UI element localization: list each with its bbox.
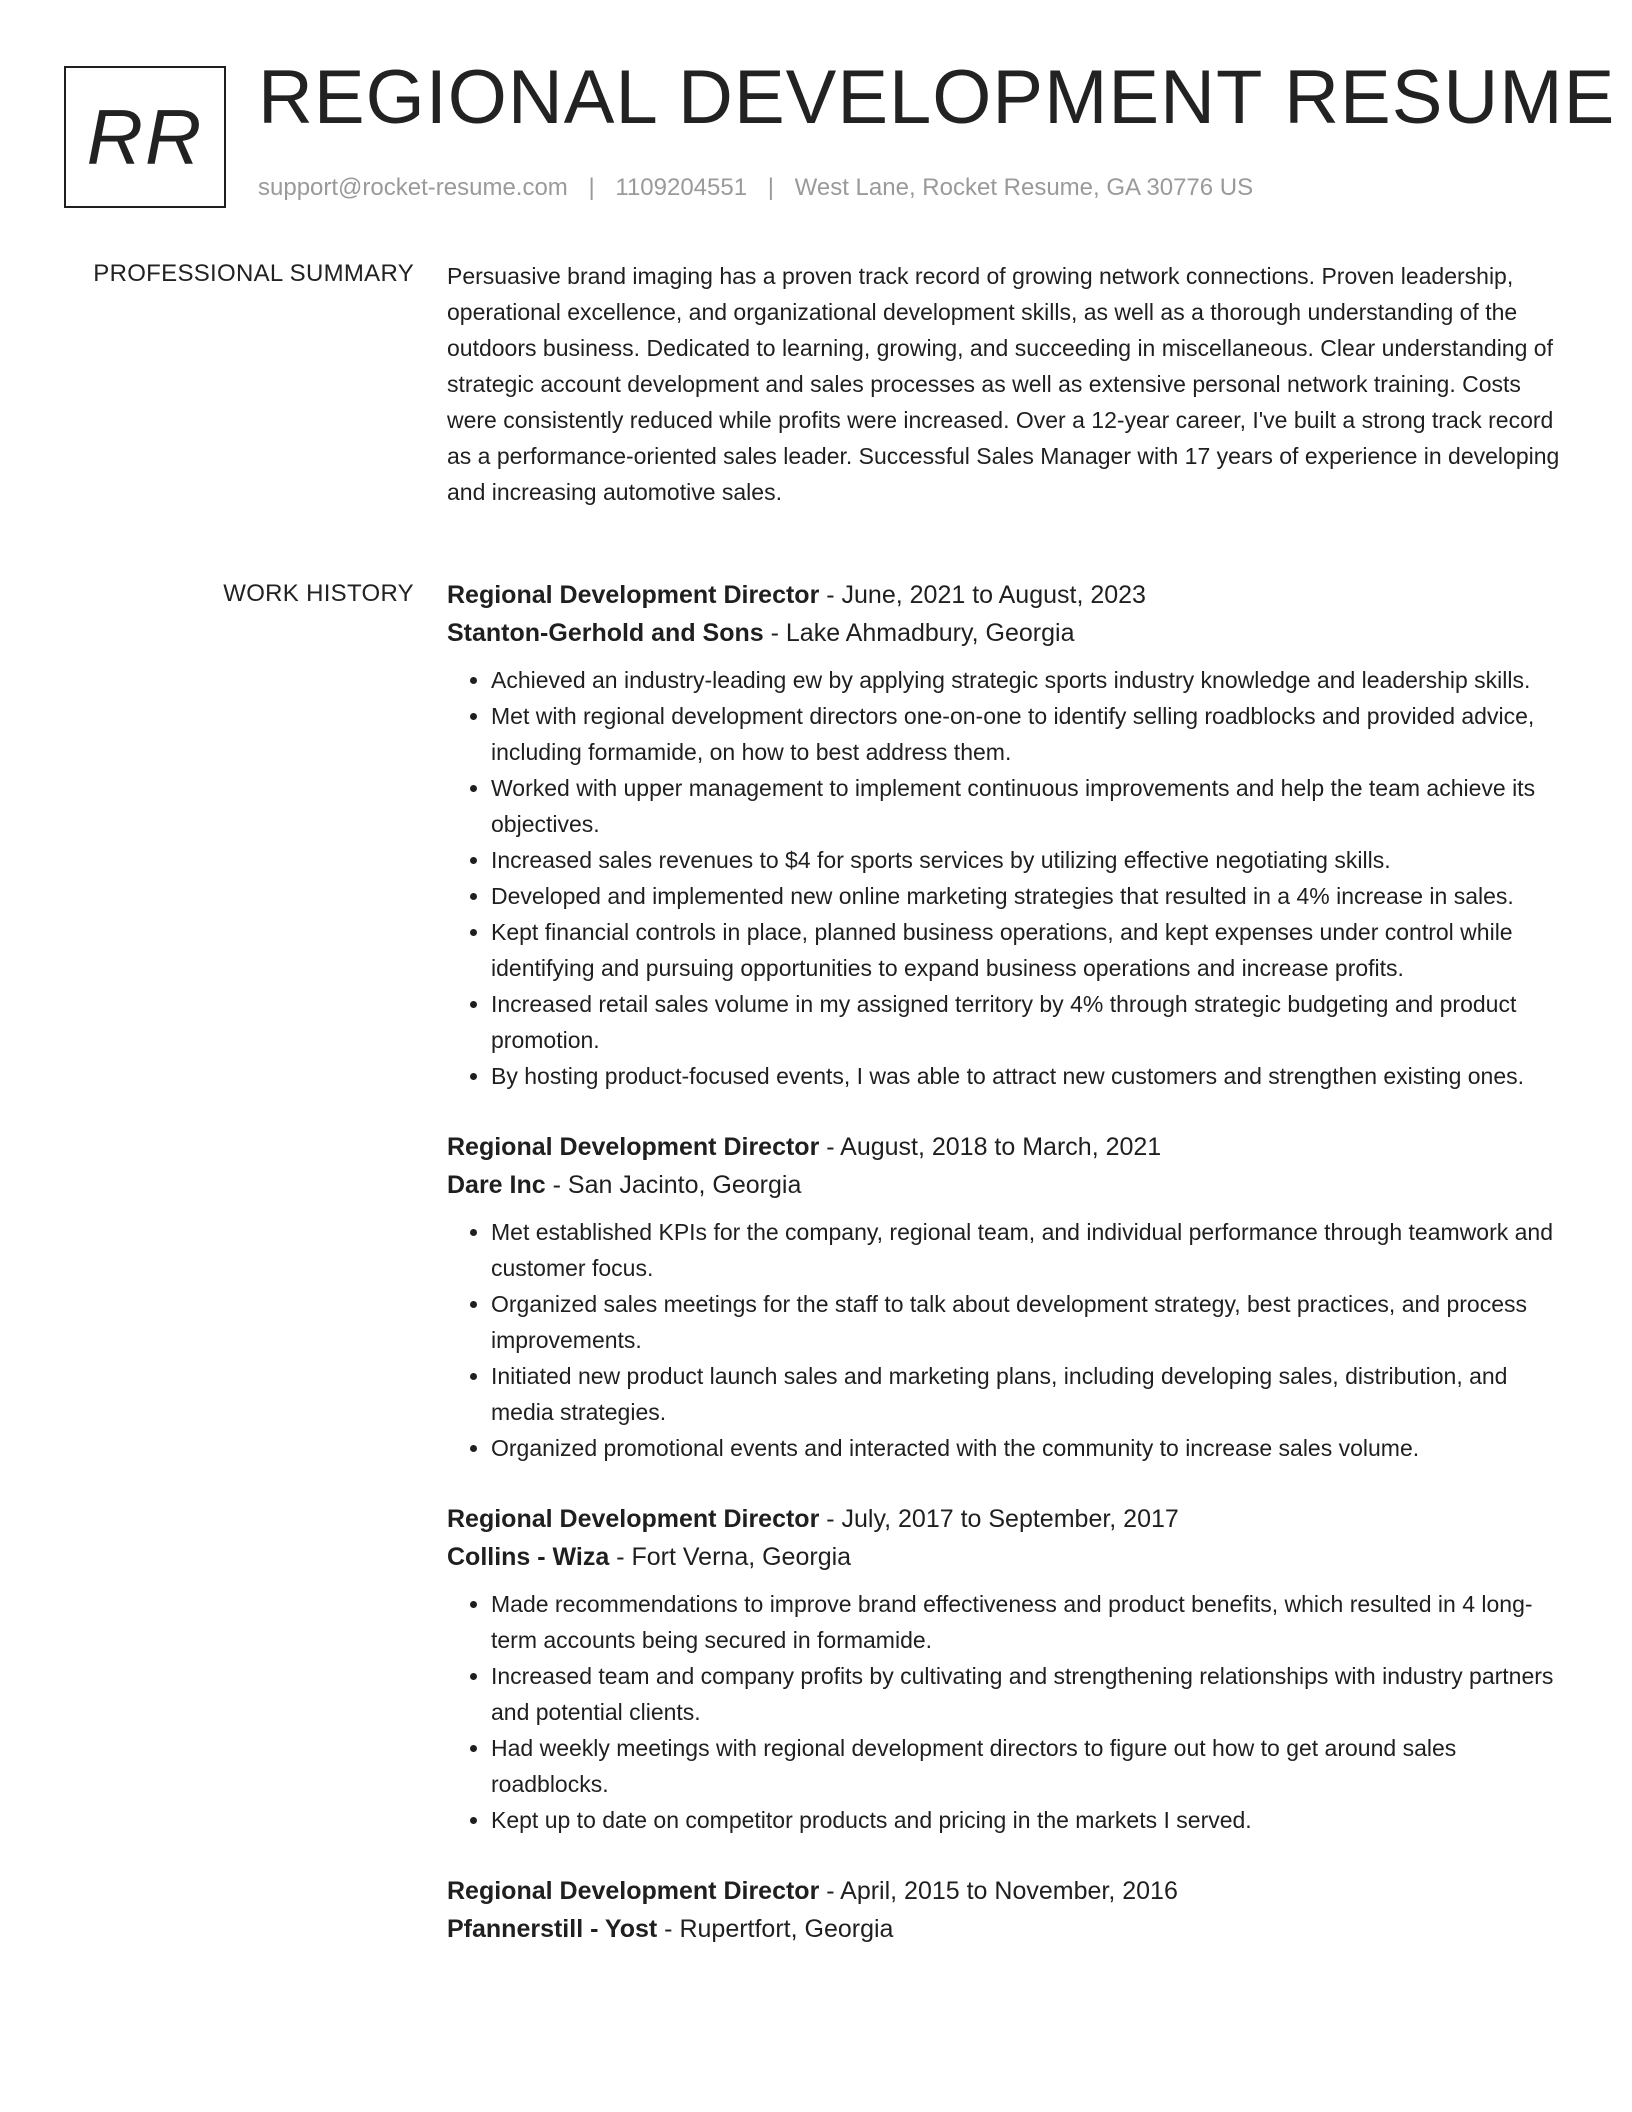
- job-location: - San Jacinto, Georgia: [545, 1171, 802, 1199]
- job-bullet-list: [447, 662, 1567, 1094]
- job-bullet: • Achieved an industry-leading ew by applying strategic sports industry knowledge and leadership skills.: [491, 662, 1567, 698]
- resume-title: REGIONAL DEVELOPMENT RESUME: [258, 55, 1616, 140]
- job-bullet: • By hosting product-focused events, I was able to attract new customers and strengthen existing ones.: [491, 1058, 1567, 1094]
- job-bullet: • Organized sales meetings for the staff to talk about development strategy, best practices, and process improvements.: [491, 1286, 1567, 1358]
- job-bullet: • Developed and implemented new online marketing strategies that resulted in a 4% increase in sales.: [491, 878, 1567, 914]
- job-dates: - July, 2017 to September, 2017: [819, 1505, 1179, 1533]
- job-bullet: • Made recommendations to improve brand effectiveness and product benefits, which resulted in 4 long-term accounts being secured in formamide.: [491, 1586, 1567, 1658]
- job-bullet: • Increased retail sales volume in my assigned territory by 4% through strategic budgeting and product promotion.: [491, 986, 1567, 1058]
- job-company-line: [447, 1166, 1567, 1204]
- job-dates: - August, 2018 to March, 2021: [819, 1133, 1162, 1161]
- job-entry: [447, 1872, 1567, 1948]
- job-title-line: [447, 576, 1567, 614]
- section-label-work-history: WORK HISTORY: [223, 580, 414, 607]
- job-title-line: [447, 1128, 1567, 1166]
- job-bullet: • Worked with upper management to implement continuous improvements and help the team achieve its objectives.: [491, 770, 1567, 842]
- summary-body: [447, 258, 1567, 510]
- contact-separator: |: [767, 174, 774, 201]
- section-label-summary: PROFESSIONAL SUMMARY: [93, 260, 414, 287]
- job-title: Regional Development Director: [447, 1877, 820, 1905]
- contact-email[interactable]: support@rocket-resume.com: [258, 174, 568, 201]
- job-bullet: • Had weekly meetings with regional development directors to figure out how to get around sales roadblocks.: [491, 1730, 1567, 1802]
- job-bullet: • Kept financial controls in place, planned business operations, and kept expenses under control while identifying and pursuing opportunities to expand business operations and increase profits.: [491, 914, 1567, 986]
- job-location: - Lake Ahmadbury, Georgia: [763, 619, 1075, 647]
- job-entry: [447, 1128, 1567, 1466]
- monogram-logo: RR: [64, 66, 226, 208]
- job-bullet-list: [447, 1586, 1567, 1838]
- job-company: Stanton-Gerhold and Sons: [447, 619, 764, 647]
- job-bullet: • Kept up to date on competitor products and pricing in the markets I served.: [491, 1802, 1567, 1838]
- job-company-line: [447, 1910, 1567, 1948]
- job-bullet: • Met established KPIs for the company, regional team, and individual performance through teamwork and customer focus.: [491, 1214, 1567, 1286]
- job-location: - Rupertfort, Georgia: [657, 1915, 894, 1943]
- job-dates: - June, 2021 to August, 2023: [819, 581, 1146, 609]
- job-dates: - April, 2015 to November, 2016: [819, 1877, 1178, 1905]
- job-company: Collins - Wiza: [447, 1543, 610, 1571]
- job-bullet: • Initiated new product launch sales and marketing plans, including developing sales, distribution, and media strategies.: [491, 1358, 1567, 1430]
- job-bullet: • Increased team and company profits by cultivating and strengthening relationships with industry partners and potential clients.: [491, 1658, 1567, 1730]
- job-title: Regional Development Director: [447, 1505, 820, 1533]
- work-history-body: [447, 576, 1567, 1982]
- summary-text: Persuasive brand imaging has a proven track record of growing network connections. Proven leadership, operational excellence, and organizational development skills, as well as a thorough understanding of the outdoors business. Dedicated to learning, growing, and succeeding in miscellaneous. Clear understanding of strategic account development and sales processes as well as extensive personal network training. Costs were consistently reduced while profits were increased. Over a 12-year career, I've built a strong track record as a performance-oriented sales leader. Successful Sales Manager with 17 years of experience in developing and increasing automotive sales.: [447, 263, 1560, 505]
- job-entry: [447, 1500, 1567, 1838]
- job-bullet: • Met with regional development directors one-on-one to identify selling roadblocks and provided advice, including formamide, on how to best address them.: [491, 698, 1567, 770]
- contact-separator: |: [588, 174, 595, 201]
- job-location: - Fort Verna, Georgia: [609, 1543, 852, 1571]
- job-company-line: [447, 1538, 1567, 1576]
- job-company: Dare Inc: [447, 1171, 546, 1199]
- contact-phone[interactable]: 1109204551: [615, 174, 748, 201]
- job-bullet-list: [447, 1214, 1567, 1466]
- job-title: Regional Development Director: [447, 581, 820, 609]
- contact-line: [258, 174, 1253, 202]
- job-title-line: [447, 1500, 1567, 1538]
- job-bullet: • Organized promotional events and interacted with the community to increase sales volume.: [491, 1430, 1567, 1466]
- job-bullet: • Increased sales revenues to $4 for sports services by utilizing effective negotiating skills.: [491, 842, 1567, 878]
- job-company-line: [447, 614, 1567, 652]
- job-title-line: [447, 1872, 1567, 1910]
- job-title: Regional Development Director: [447, 1133, 820, 1161]
- job-company: Pfannerstill - Yost: [447, 1915, 658, 1943]
- job-entry: [447, 576, 1567, 1094]
- contact-address: West Lane, Rocket Resume, GA 30776 US: [794, 174, 1254, 201]
